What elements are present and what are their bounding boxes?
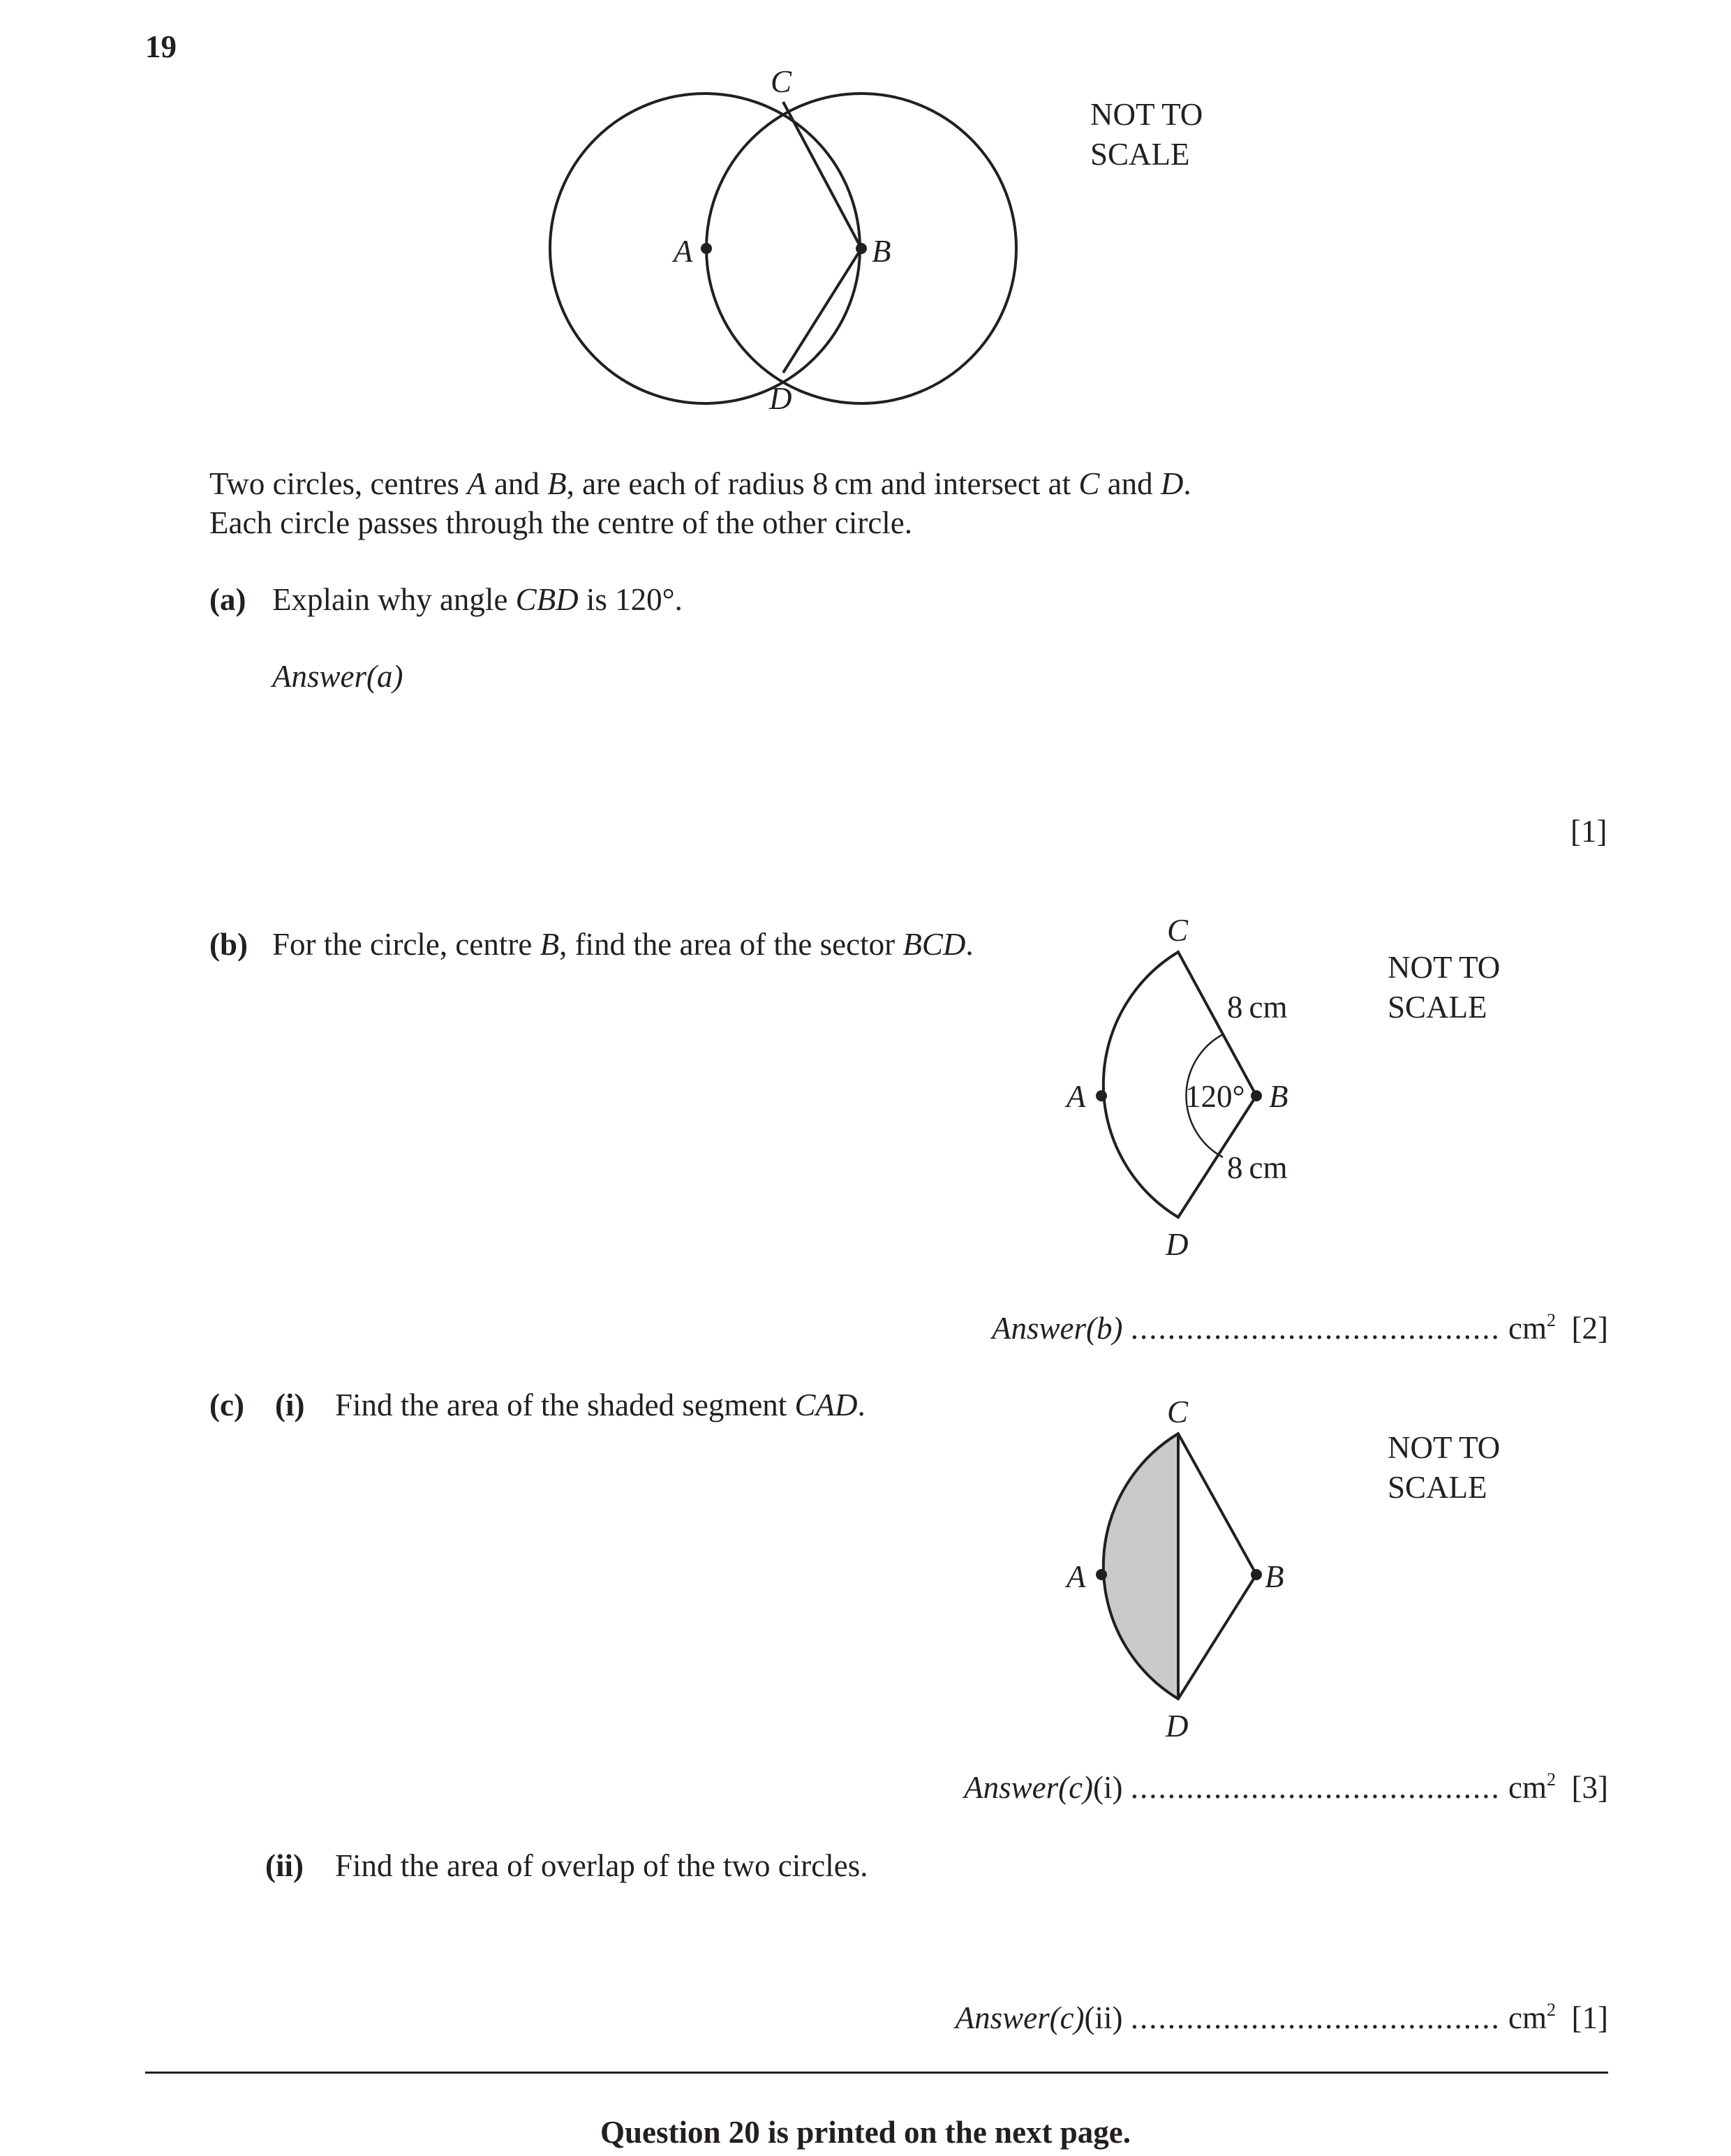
label-a: A	[1067, 1079, 1086, 1114]
part-b-label: (b)	[209, 927, 248, 962]
label-c: C	[1167, 1395, 1189, 1429]
intro-line-2: Each circle passes through the centre of the other circle.	[209, 505, 913, 540]
answer-a-label: Answer(a)	[272, 659, 403, 694]
part-c-ii-label: (ii)	[265, 1848, 304, 1883]
label-a: A	[674, 234, 693, 269]
length-bd: 8 cm	[1227, 1150, 1288, 1185]
footer-rule	[145, 2072, 1608, 2074]
not-to-scale-3: NOT TO SCALE	[1388, 1430, 1501, 1505]
label-c: C	[1167, 913, 1189, 948]
angle-label: 120°	[1185, 1079, 1245, 1114]
label-d: D	[1166, 1227, 1189, 1262]
shaded-segment	[1104, 1434, 1178, 1699]
label-a: A	[1067, 1559, 1086, 1594]
point-b	[1251, 1569, 1262, 1580]
label-c: C	[771, 64, 792, 99]
length-cb: 8 cm	[1227, 990, 1288, 1025]
part-b-question: For the circle, centre B, find the area of the sector BCD.	[272, 927, 974, 962]
answer-b-line: Answer(b) ........................................ $cm^2$ [2]	[992, 1310, 1608, 1346]
answer-c-i-line: Answer(c)(i) ........................................ $cm^2$ [3]	[964, 1769, 1608, 1805]
part-c-i-question: Find the area of the shaded segment CAD.	[335, 1388, 866, 1422]
two-circles-diagram	[0, 0, 1731, 447]
segment-cb	[783, 102, 861, 248]
answer-c-ii-line: Answer(c)(ii) ........................................ $cm^2$ [1]	[955, 2000, 1608, 2035]
label-b: B	[872, 234, 891, 269]
not-to-scale-2: NOT TO SCALE	[1388, 950, 1501, 1025]
part-c-i-label: (i)	[275, 1388, 305, 1422]
part-a-question: Explain why angle CBD is 120°.	[272, 582, 683, 617]
part-a-label: (a)	[209, 582, 246, 617]
part-c-ii-question: Find the area of overlap of the two circles.	[335, 1848, 868, 1883]
point-a	[1096, 1569, 1107, 1580]
point-a	[701, 243, 712, 254]
label-b: B	[1269, 1079, 1288, 1114]
point-b	[1251, 1090, 1262, 1101]
not-to-scale-1: NOT TO SCALE	[1090, 97, 1203, 172]
part-a-marks: [1]	[1570, 814, 1607, 849]
label-d: D	[1166, 1709, 1189, 1744]
intro-line-1: Two circles, centres A and B, are each of radius 8 cm and intersect at C and D.	[209, 466, 1191, 501]
point-a	[1096, 1090, 1107, 1101]
point-b	[856, 243, 867, 254]
part-c-label: (c)	[209, 1388, 244, 1422]
question-number: 19	[145, 29, 177, 64]
label-b: B	[1265, 1559, 1284, 1594]
label-d: D	[769, 381, 792, 416]
segment-bd	[783, 248, 861, 373]
footer-note: Question 20 is printed on the next page.	[600, 2115, 1131, 2150]
